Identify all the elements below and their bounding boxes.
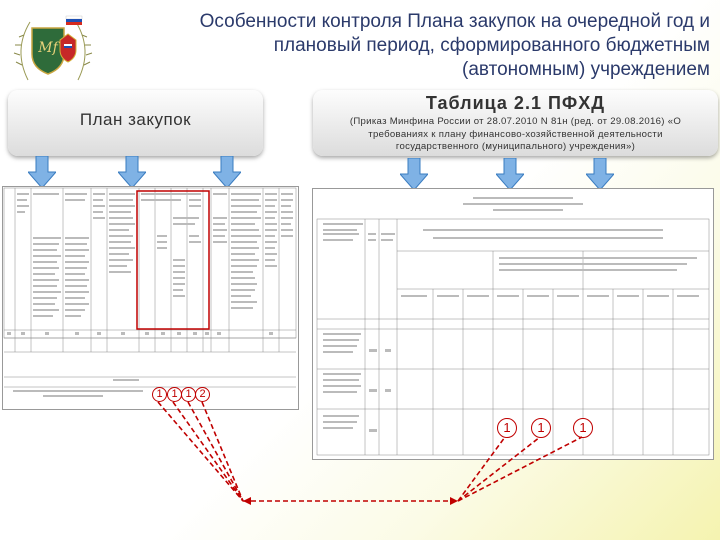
svg-text:Mf: Mf xyxy=(38,40,58,56)
coat-of-arms-icon xyxy=(8,10,98,88)
down-arrow-icon xyxy=(118,156,146,190)
down-arrow-icon xyxy=(28,156,56,190)
title-line: плановый период, сформированного бюджетным xyxy=(273,35,710,56)
marker-badge: 1 xyxy=(181,387,196,402)
marker-badge: 1 xyxy=(497,418,517,438)
down-arrow-icon xyxy=(213,156,241,190)
subtitle-line: государственного (муниципального) учреждения») xyxy=(395,141,636,152)
procurement-plan-panel xyxy=(8,90,263,156)
pfhd-table-panel xyxy=(313,90,718,156)
subtitle-line: требованиях к плану финансово-хозяйственной деятельности xyxy=(368,128,663,140)
down-arrow-icon xyxy=(400,158,428,192)
marker-badge: 1 xyxy=(152,387,167,402)
marker-badge: 2 xyxy=(195,387,210,402)
subtitle-line: (Приказ Минфина России от 28.07.2010 N 81н (ред. от 29.08.2016) «О xyxy=(349,116,682,127)
down-arrow-icon xyxy=(586,158,614,192)
marker-badge: 1 xyxy=(167,387,182,402)
title-line: (автономным) учреждением xyxy=(462,59,710,80)
procurement-plan-label: План закупок xyxy=(79,110,192,129)
pfhd-table-title: Таблица 2.1 ПФХД xyxy=(425,93,606,113)
title-line: Особенности контроля Плана закупок на очередной год и xyxy=(199,11,710,32)
marker-badge: 1 xyxy=(573,418,593,438)
down-arrow-icon xyxy=(496,158,524,192)
marker-badge: 1 xyxy=(531,418,551,438)
procurement-plan-form xyxy=(2,186,299,410)
pfhd-table-subtitle xyxy=(327,116,704,154)
page-title xyxy=(110,10,710,82)
